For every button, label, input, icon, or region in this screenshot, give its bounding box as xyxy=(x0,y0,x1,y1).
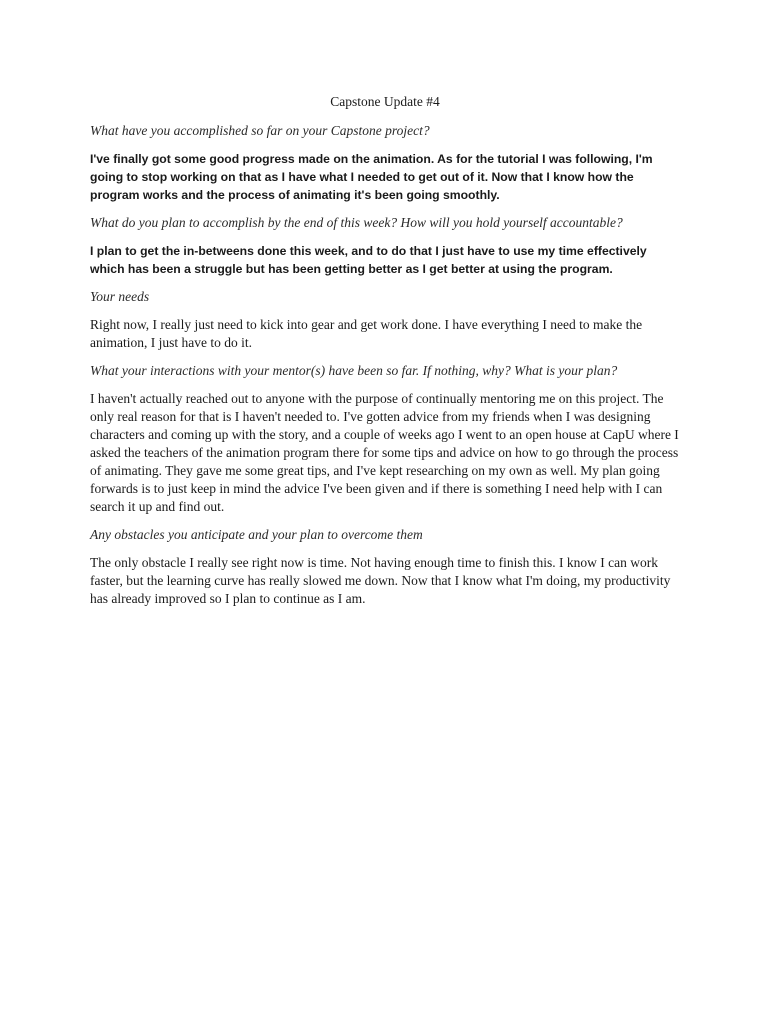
answer-obstacles: The only obstacle I really see right now is time. Not having enough time to finish this. I know I can work faster, but the learning curve has really slowed me down. Now that I know what I'm doing, my productivity has already improved so I plan to continue as I am. xyxy=(90,555,671,606)
question-accomplished: What have you accomplished so far on your Capstone project? xyxy=(90,123,430,138)
answer-mentor: I haven't actually reached out to anyone with the purpose of continually mentoring me on this project. The only real reason for that is I haven't needed to. I've gotten advice from my friends when I was designing characters and coming up with the story, and a couple of weeks ago I went to an open house at CapU where I asked the teachers of the animation program there for some tips and advice on how to go through the process of animating. They gave me some great tips, and I've kept researching on my own as well. My plan going forwards is to just keep in mind the advice I've been given and if there is something I need help with I can search it up and find out. xyxy=(90,391,679,514)
document-title: Capstone Update #4 xyxy=(330,94,440,109)
answer-needs: Right now, I really just need to kick into gear and get work done. I have everything I need to make the animation, I just have to do it. xyxy=(90,317,643,350)
question-needs: Your needs xyxy=(90,289,150,304)
answer-accomplished: I've finally got some good progress made on the animation. As for the tutorial I was following, I'm going to stop working on that as I have what I needed to get out of it. Now that I know how the program works and the process of animating it's been going smoothly. xyxy=(90,152,653,202)
question-obstacles: Any obstacles you anticipate and your plan to overcome them xyxy=(90,527,423,542)
answer-weekly-plan: I plan to get the in-betweens done this week, and to do that I just have to use my time effectively which has been a struggle but has been getting better as I get better at using the program. xyxy=(90,244,647,276)
question-mentor: What your interactions with your mentor(s) have been so far. If nothing, why? What is your plan? xyxy=(90,363,618,378)
question-weekly-plan: What do you plan to accomplish by the end of this week? How will you hold yourself accountable? xyxy=(90,215,623,230)
document-page xyxy=(90,93,680,618)
